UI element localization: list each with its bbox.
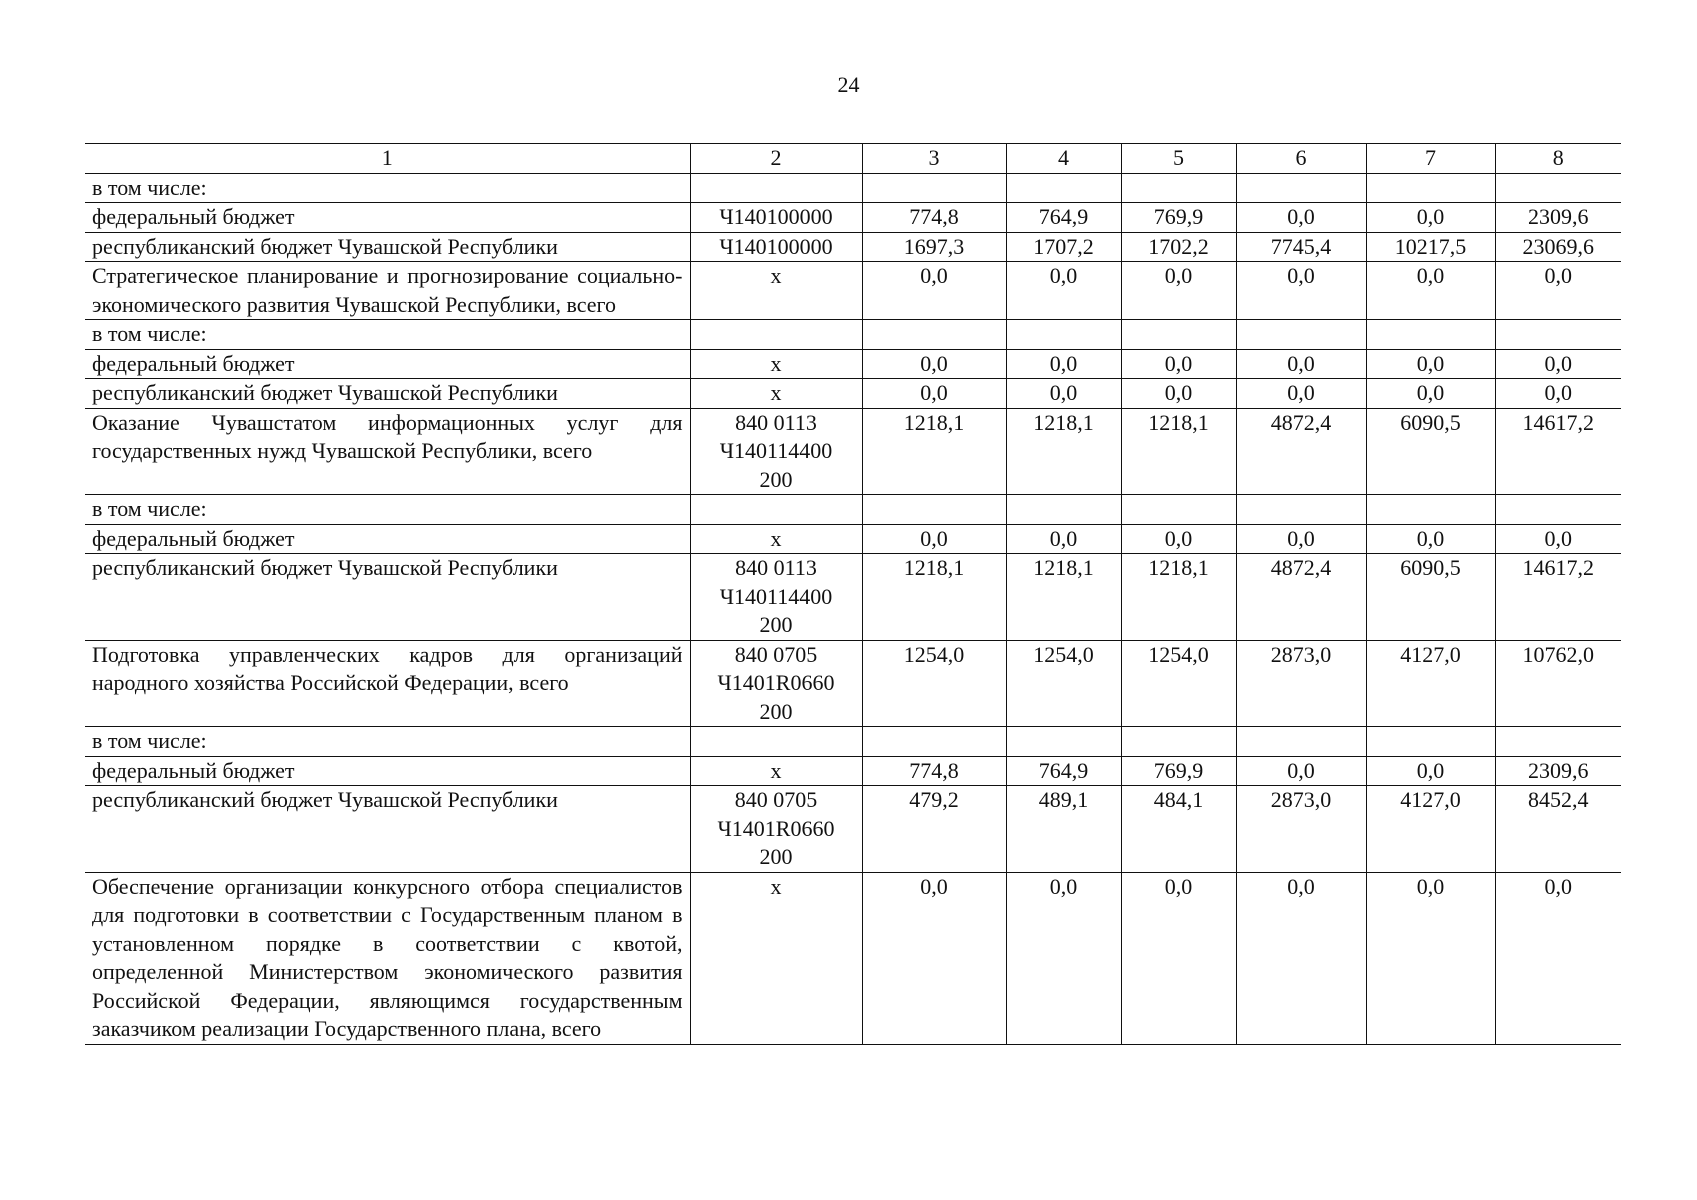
value-cell: 10217,5 — [1366, 232, 1495, 262]
budget-code-line: x — [770, 380, 782, 405]
row-description: в том числе: — [85, 173, 690, 203]
value-cell — [1006, 320, 1121, 350]
value-cell: 769,9 — [1121, 756, 1236, 786]
value-cell: 0,0 — [1121, 379, 1236, 409]
value-cell: 6090,5 — [1366, 408, 1495, 495]
budget-code-cell — [690, 640, 862, 727]
table-row — [85, 872, 1621, 1044]
row-description: федеральный бюджет — [85, 203, 690, 233]
table-row — [85, 756, 1621, 786]
row-description: республиканский бюджет Чувашской Республики — [85, 232, 690, 262]
value-cell: 1218,1 — [862, 554, 1006, 641]
row-description: республиканский бюджет Чувашской Республики — [85, 786, 690, 873]
budget-code-cell — [690, 203, 862, 233]
value-cell — [1121, 173, 1236, 203]
value-cell — [1236, 727, 1366, 757]
value-cell — [1495, 173, 1621, 203]
table-row — [85, 554, 1621, 641]
row-description: федеральный бюджет — [85, 756, 690, 786]
value-cell: 0,0 — [1366, 203, 1495, 233]
value-cell — [1236, 495, 1366, 525]
budget-code-cell — [690, 173, 862, 203]
value-cell: 0,0 — [1006, 379, 1121, 409]
value-cell: 14617,2 — [1495, 554, 1621, 641]
value-cell — [1366, 173, 1495, 203]
value-cell — [1236, 320, 1366, 350]
value-cell: 774,8 — [862, 756, 1006, 786]
value-cell: 0,0 — [1495, 872, 1621, 1044]
value-cell — [1121, 727, 1236, 757]
value-cell — [1495, 320, 1621, 350]
value-cell: 1707,2 — [1006, 232, 1121, 262]
budget-code-cell — [690, 262, 862, 320]
value-cell: 0,0 — [1495, 524, 1621, 554]
budget-code-line: 200 — [759, 698, 793, 724]
value-cell: 2873,0 — [1236, 786, 1366, 873]
budget-code-line: 840 0705 — [734, 641, 818, 667]
value-cell: 0,0 — [862, 349, 1006, 379]
value-cell: 0,0 — [1006, 872, 1121, 1044]
table-row — [85, 640, 1621, 727]
value-cell: 1254,0 — [1121, 640, 1236, 727]
column-header: 1 — [85, 144, 690, 174]
column-number-row — [85, 144, 1621, 174]
value-cell: 0,0 — [1006, 524, 1121, 554]
budget-code-line: 200 — [759, 612, 793, 637]
budget-table — [85, 143, 1621, 1045]
value-cell: 1254,0 — [1006, 640, 1121, 727]
value-cell: 1218,1 — [1006, 408, 1121, 495]
column-header: 5 — [1121, 144, 1236, 174]
value-cell: 0,0 — [1495, 262, 1621, 320]
value-cell: 23069,6 — [1495, 232, 1621, 262]
row-description: в том числе: — [85, 727, 690, 757]
value-cell: 4872,4 — [1236, 554, 1366, 641]
row-description: республиканский бюджет Чувашской Республики — [85, 379, 690, 409]
value-cell: 0,0 — [1121, 524, 1236, 554]
value-cell: 0,0 — [1236, 203, 1366, 233]
table-row — [85, 727, 1621, 757]
row-description: Оказание Чувашстатом информационных услуг для государственных нужд Чувашской Республики, всего — [85, 408, 690, 495]
value-cell: 0,0 — [1121, 262, 1236, 320]
value-cell: 0,0 — [1121, 872, 1236, 1044]
value-cell — [1366, 495, 1495, 525]
value-cell — [1366, 727, 1495, 757]
budget-code-line: 840 0113 — [735, 555, 817, 580]
column-header: 6 — [1236, 144, 1366, 174]
value-cell: 484,1 — [1121, 786, 1236, 873]
table-row — [85, 495, 1621, 525]
budget-code-line: Ч140114400 — [719, 438, 833, 463]
value-cell: 0,0 — [1236, 524, 1366, 554]
budget-code-cell — [690, 872, 862, 1044]
value-cell — [862, 320, 1006, 350]
value-cell: 6090,5 — [1366, 554, 1495, 641]
table-row — [85, 232, 1621, 262]
table-row — [85, 262, 1621, 320]
value-cell — [1006, 495, 1121, 525]
column-header: 3 — [862, 144, 1006, 174]
budget-code-line: 840 0705 — [734, 787, 818, 812]
budget-code-line: Ч140100000 — [719, 233, 833, 259]
value-cell: 0,0 — [1366, 524, 1495, 554]
table-row — [85, 524, 1621, 554]
budget-code-cell — [690, 379, 862, 409]
budget-code-line: 200 — [759, 844, 793, 869]
row-description: Подготовка управленческих кадров для организаций народного хозяйства Российской Федерации, всего — [85, 640, 690, 727]
budget-code-cell — [690, 349, 862, 379]
budget-code-line: x — [770, 757, 782, 783]
budget-code-line: 840 0113 — [735, 409, 817, 435]
value-cell — [1121, 495, 1236, 525]
value-cell — [1366, 320, 1495, 350]
value-cell: 1702,2 — [1121, 232, 1236, 262]
value-cell: 0,0 — [1366, 379, 1495, 409]
row-description: Стратегическое планирование и прогнозирование социально-экономического развития Чувашской Республики, всего — [85, 262, 690, 320]
value-cell: 0,0 — [1366, 872, 1495, 1044]
value-cell: 764,9 — [1006, 756, 1121, 786]
budget-code-line: Ч140100000 — [719, 204, 833, 229]
column-header: 7 — [1366, 144, 1495, 174]
value-cell: 0,0 — [862, 379, 1006, 409]
value-cell: 0,0 — [1236, 872, 1366, 1044]
row-description: федеральный бюджет — [85, 524, 690, 554]
page-number: 24 — [837, 72, 860, 97]
value-cell: 0,0 — [1366, 756, 1495, 786]
value-cell: 4127,0 — [1366, 786, 1495, 873]
value-cell: 0,0 — [1236, 379, 1366, 409]
value-cell: 4872,4 — [1236, 408, 1366, 495]
value-cell: 0,0 — [1006, 262, 1121, 320]
value-cell — [1006, 173, 1121, 203]
value-cell — [862, 495, 1006, 525]
row-description: в том числе: — [85, 320, 690, 350]
budget-code-line: 200 — [759, 466, 793, 492]
value-cell: 0,0 — [1366, 262, 1495, 320]
budget-code-cell — [690, 408, 862, 495]
budget-code-cell — [690, 786, 862, 873]
value-cell: 10762,0 — [1495, 640, 1621, 727]
row-description: в том числе: — [85, 495, 690, 525]
value-cell — [1121, 320, 1236, 350]
value-cell: 0,0 — [1495, 379, 1621, 409]
table-body — [85, 173, 1621, 1044]
table-row — [85, 408, 1621, 495]
value-cell: 0,0 — [1366, 349, 1495, 379]
value-cell: 769,9 — [1121, 203, 1236, 233]
budget-code-line: x — [770, 873, 782, 899]
value-cell: 0,0 — [1006, 349, 1121, 379]
budget-code-line: x — [770, 350, 782, 376]
budget-code-line: x — [770, 525, 782, 551]
column-header: 4 — [1006, 144, 1121, 174]
budget-code-line: Ч140114400 — [719, 583, 833, 609]
value-cell: 0,0 — [1121, 349, 1236, 379]
value-cell: 774,8 — [862, 203, 1006, 233]
column-header: 8 — [1495, 144, 1621, 174]
budget-code-cell — [690, 524, 862, 554]
value-cell: 1697,3 — [862, 232, 1006, 262]
budget-code-cell — [690, 756, 862, 786]
table-row — [85, 786, 1621, 873]
value-cell: 1218,1 — [1121, 408, 1236, 495]
value-cell: 7745,4 — [1236, 232, 1366, 262]
value-cell: 0,0 — [1236, 262, 1366, 320]
value-cell: 2309,6 — [1495, 203, 1621, 233]
value-cell: 0,0 — [1236, 756, 1366, 786]
value-cell: 1254,0 — [862, 640, 1006, 727]
value-cell: 4127,0 — [1366, 640, 1495, 727]
value-cell: 489,1 — [1006, 786, 1121, 873]
table-row — [85, 203, 1621, 233]
value-cell — [1495, 495, 1621, 525]
value-cell: 0,0 — [862, 262, 1006, 320]
value-cell — [1236, 173, 1366, 203]
value-cell: 2873,0 — [1236, 640, 1366, 727]
value-cell: 479,2 — [862, 786, 1006, 873]
value-cell: 0,0 — [1495, 349, 1621, 379]
value-cell: 2309,6 — [1495, 756, 1621, 786]
row-description: Обеспечение организации конкурсного отбора специалистов для подготовки в соответствии с Государственным планом в установленном порядке в соответствии с квотой, определенной Министерством экономического развития Российской Федерации, являющимся государственным заказчиком реализации Государственного плана, всего — [85, 872, 690, 1044]
value-cell: 0,0 — [862, 872, 1006, 1044]
value-cell: 1218,1 — [1121, 554, 1236, 641]
budget-code-cell — [690, 320, 862, 350]
budget-code-cell — [690, 554, 862, 641]
budget-code-cell — [690, 495, 862, 525]
budget-code-line: Ч1401R0660 — [717, 815, 835, 841]
row-description: федеральный бюджет — [85, 349, 690, 379]
value-cell: 14617,2 — [1495, 408, 1621, 495]
row-description: республиканский бюджет Чувашской Республики — [85, 554, 690, 641]
table-row — [85, 349, 1621, 379]
value-cell — [1006, 727, 1121, 757]
value-cell: 0,0 — [862, 524, 1006, 554]
value-cell — [862, 173, 1006, 203]
table-row — [85, 379, 1621, 409]
value-cell — [862, 727, 1006, 757]
budget-code-cell — [690, 232, 862, 262]
value-cell: 1218,1 — [862, 408, 1006, 495]
table-row — [85, 173, 1621, 203]
value-cell: 1218,1 — [1006, 554, 1121, 641]
budget-code-line: x — [770, 263, 782, 288]
value-cell: 0,0 — [1236, 349, 1366, 379]
column-header: 2 — [690, 144, 862, 174]
value-cell: 8452,4 — [1495, 786, 1621, 873]
value-cell — [1495, 727, 1621, 757]
value-cell: 764,9 — [1006, 203, 1121, 233]
budget-code-line: Ч1401R0660 — [717, 670, 835, 695]
table-row — [85, 320, 1621, 350]
budget-code-cell — [690, 727, 862, 757]
